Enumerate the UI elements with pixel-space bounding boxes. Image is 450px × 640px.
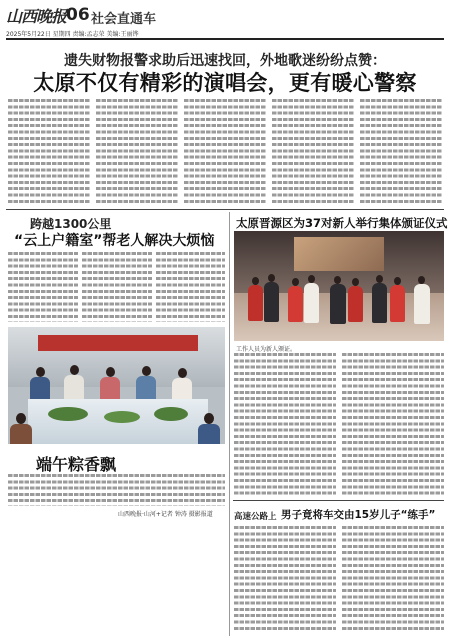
article-body-text (82, 252, 152, 322)
person-head (334, 276, 341, 284)
highway-story-headline: 男子竟将车交由15岁儿子“练手” (281, 509, 436, 521)
person-head (376, 275, 383, 283)
person-head (308, 275, 315, 283)
person-figure (10, 424, 32, 444)
masthead-rule (6, 38, 444, 40)
top-story-subtitle: 遗失财物报警求助后迅速找回，外地歌迷纷纷点赞： (64, 53, 386, 69)
article-body-text (342, 526, 444, 632)
person-head (252, 277, 259, 285)
photo-screen (294, 237, 384, 271)
person-head (178, 368, 187, 378)
article-body-text (342, 353, 444, 495)
zongzi-photo (8, 327, 225, 444)
person-figure (390, 285, 405, 322)
article-body-text (272, 99, 354, 205)
household-story-headline: “云上户籍室”帮老人解决大烦恼 (14, 233, 215, 249)
newspaper-logo: 山西晚报 (6, 7, 67, 26)
person-head (70, 365, 79, 375)
dragon-boat-story-byline: 山西晚报·山河+记者 钟涛 摄影报道 (118, 511, 213, 518)
person-head (204, 413, 214, 424)
person-figure (348, 286, 363, 322)
person-head (352, 278, 359, 286)
person-figure (304, 283, 319, 323)
article-body-text (234, 526, 336, 632)
article-body-text (156, 252, 225, 322)
article-body-text (8, 99, 90, 205)
highway-story-kicker: 高速公路上 (234, 512, 277, 522)
person-figure (288, 286, 303, 322)
article-body-text (8, 252, 78, 322)
wedding-photo (234, 231, 444, 341)
person-head (106, 367, 115, 377)
article-body-text (360, 99, 442, 205)
zongzi-leaves (154, 407, 188, 421)
person-figure (330, 284, 346, 324)
section-divider (233, 500, 444, 501)
page-number: 06 (66, 5, 90, 25)
zongzi-leaves (104, 411, 140, 423)
section-divider (6, 209, 444, 210)
person-head (292, 278, 299, 286)
article-body-text (8, 474, 225, 506)
article-body-text (234, 353, 336, 495)
photo-banner (38, 335, 198, 351)
person-head (394, 277, 401, 285)
person-head (36, 367, 45, 377)
top-story-headline: 太原不仅有精彩的演唱会，更有暖心警察 (33, 71, 417, 95)
zongzi-leaves (48, 407, 88, 421)
wedding-photo-caption: 工作人员为新人颁证。 (236, 346, 297, 353)
wedding-story-headline: 太原晋源区为37对新人举行集体颁证仪式 (236, 216, 448, 230)
person-figure (372, 283, 387, 323)
person-figure (248, 285, 263, 321)
column-divider (229, 212, 230, 636)
article-body-text (184, 99, 266, 205)
section-title: 社会直通车 (91, 12, 157, 27)
dragon-boat-story-headline: 端午粽香飘 (36, 455, 117, 474)
person-figure (414, 284, 430, 324)
article-body-text (96, 99, 178, 205)
person-figure (198, 424, 220, 444)
dateline: 2025年5月22日 星期四 责编:孟志荣 美编:王丽铧 (6, 31, 139, 38)
household-story-kicker: 跨越1300公里 (30, 217, 112, 231)
person-head (142, 366, 151, 376)
person-head (418, 276, 425, 284)
person-figure (264, 282, 279, 322)
person-head (16, 413, 26, 424)
person-head (268, 274, 275, 282)
